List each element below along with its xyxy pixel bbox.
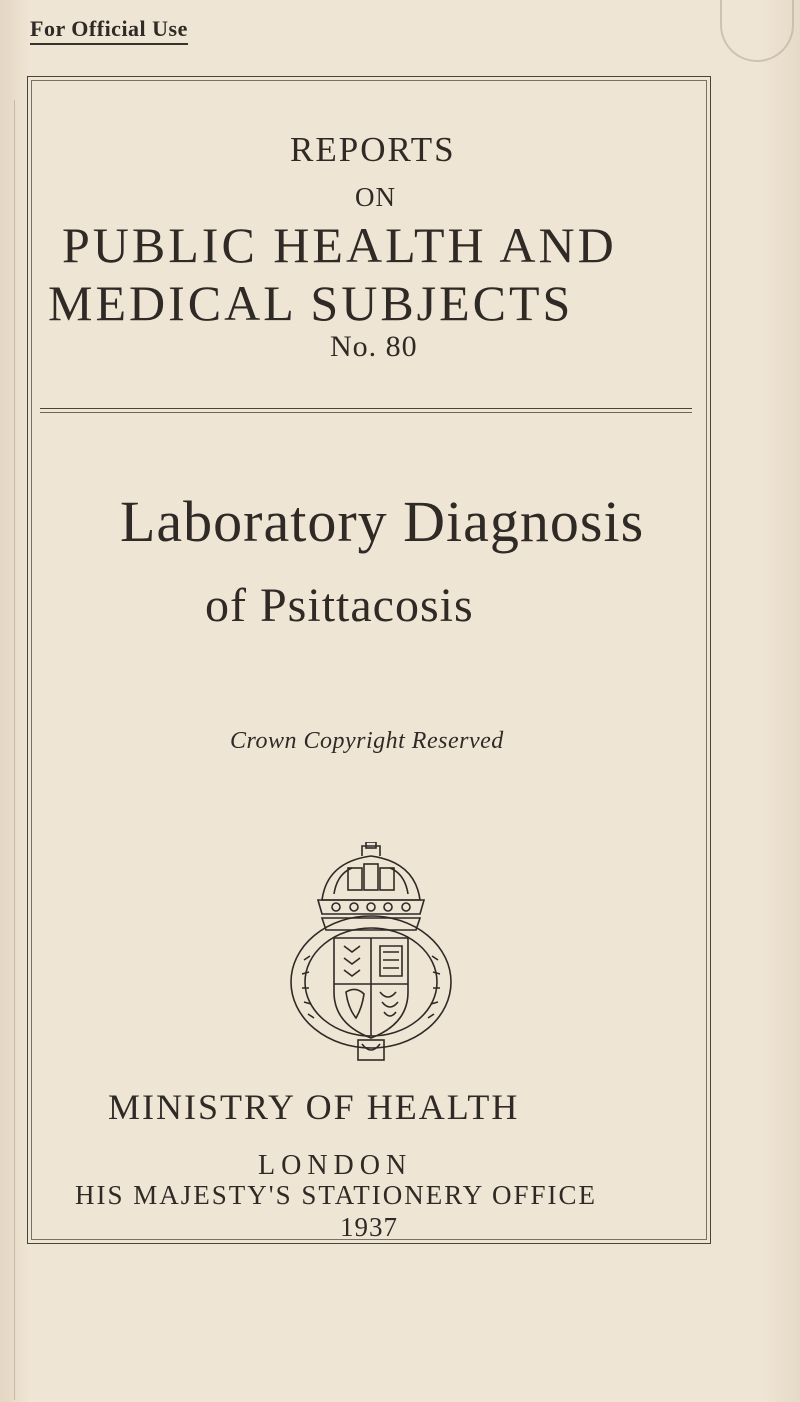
series-title-line1: PUBLIC HEALTH AND xyxy=(62,217,617,273)
report-number: No. 80 xyxy=(330,330,418,363)
binding-edge xyxy=(0,100,15,1400)
document-title-line2: of Psittacosis xyxy=(205,579,474,632)
classification-label: For Official Use xyxy=(30,16,188,45)
document-title-line1: Laboratory Diagnosis xyxy=(120,489,645,554)
publisher-city: LONDON xyxy=(258,1150,413,1181)
series-title-line2: MEDICAL SUBJECTS xyxy=(48,275,574,331)
series-reports: REPORTS xyxy=(290,130,456,169)
divider-rule xyxy=(40,408,692,409)
copyright-notice: Crown Copyright Reserved xyxy=(230,728,504,754)
publication-year: 1937 xyxy=(340,1212,398,1242)
ministry-name: MINISTRY OF HEALTH xyxy=(108,1087,520,1127)
divider-rule xyxy=(40,412,692,413)
publisher-office: HIS MAJESTY'S STATIONERY OFFICE xyxy=(75,1180,598,1210)
royal-coat-of-arms-icon xyxy=(282,842,460,1064)
series-on: ON xyxy=(355,182,396,212)
